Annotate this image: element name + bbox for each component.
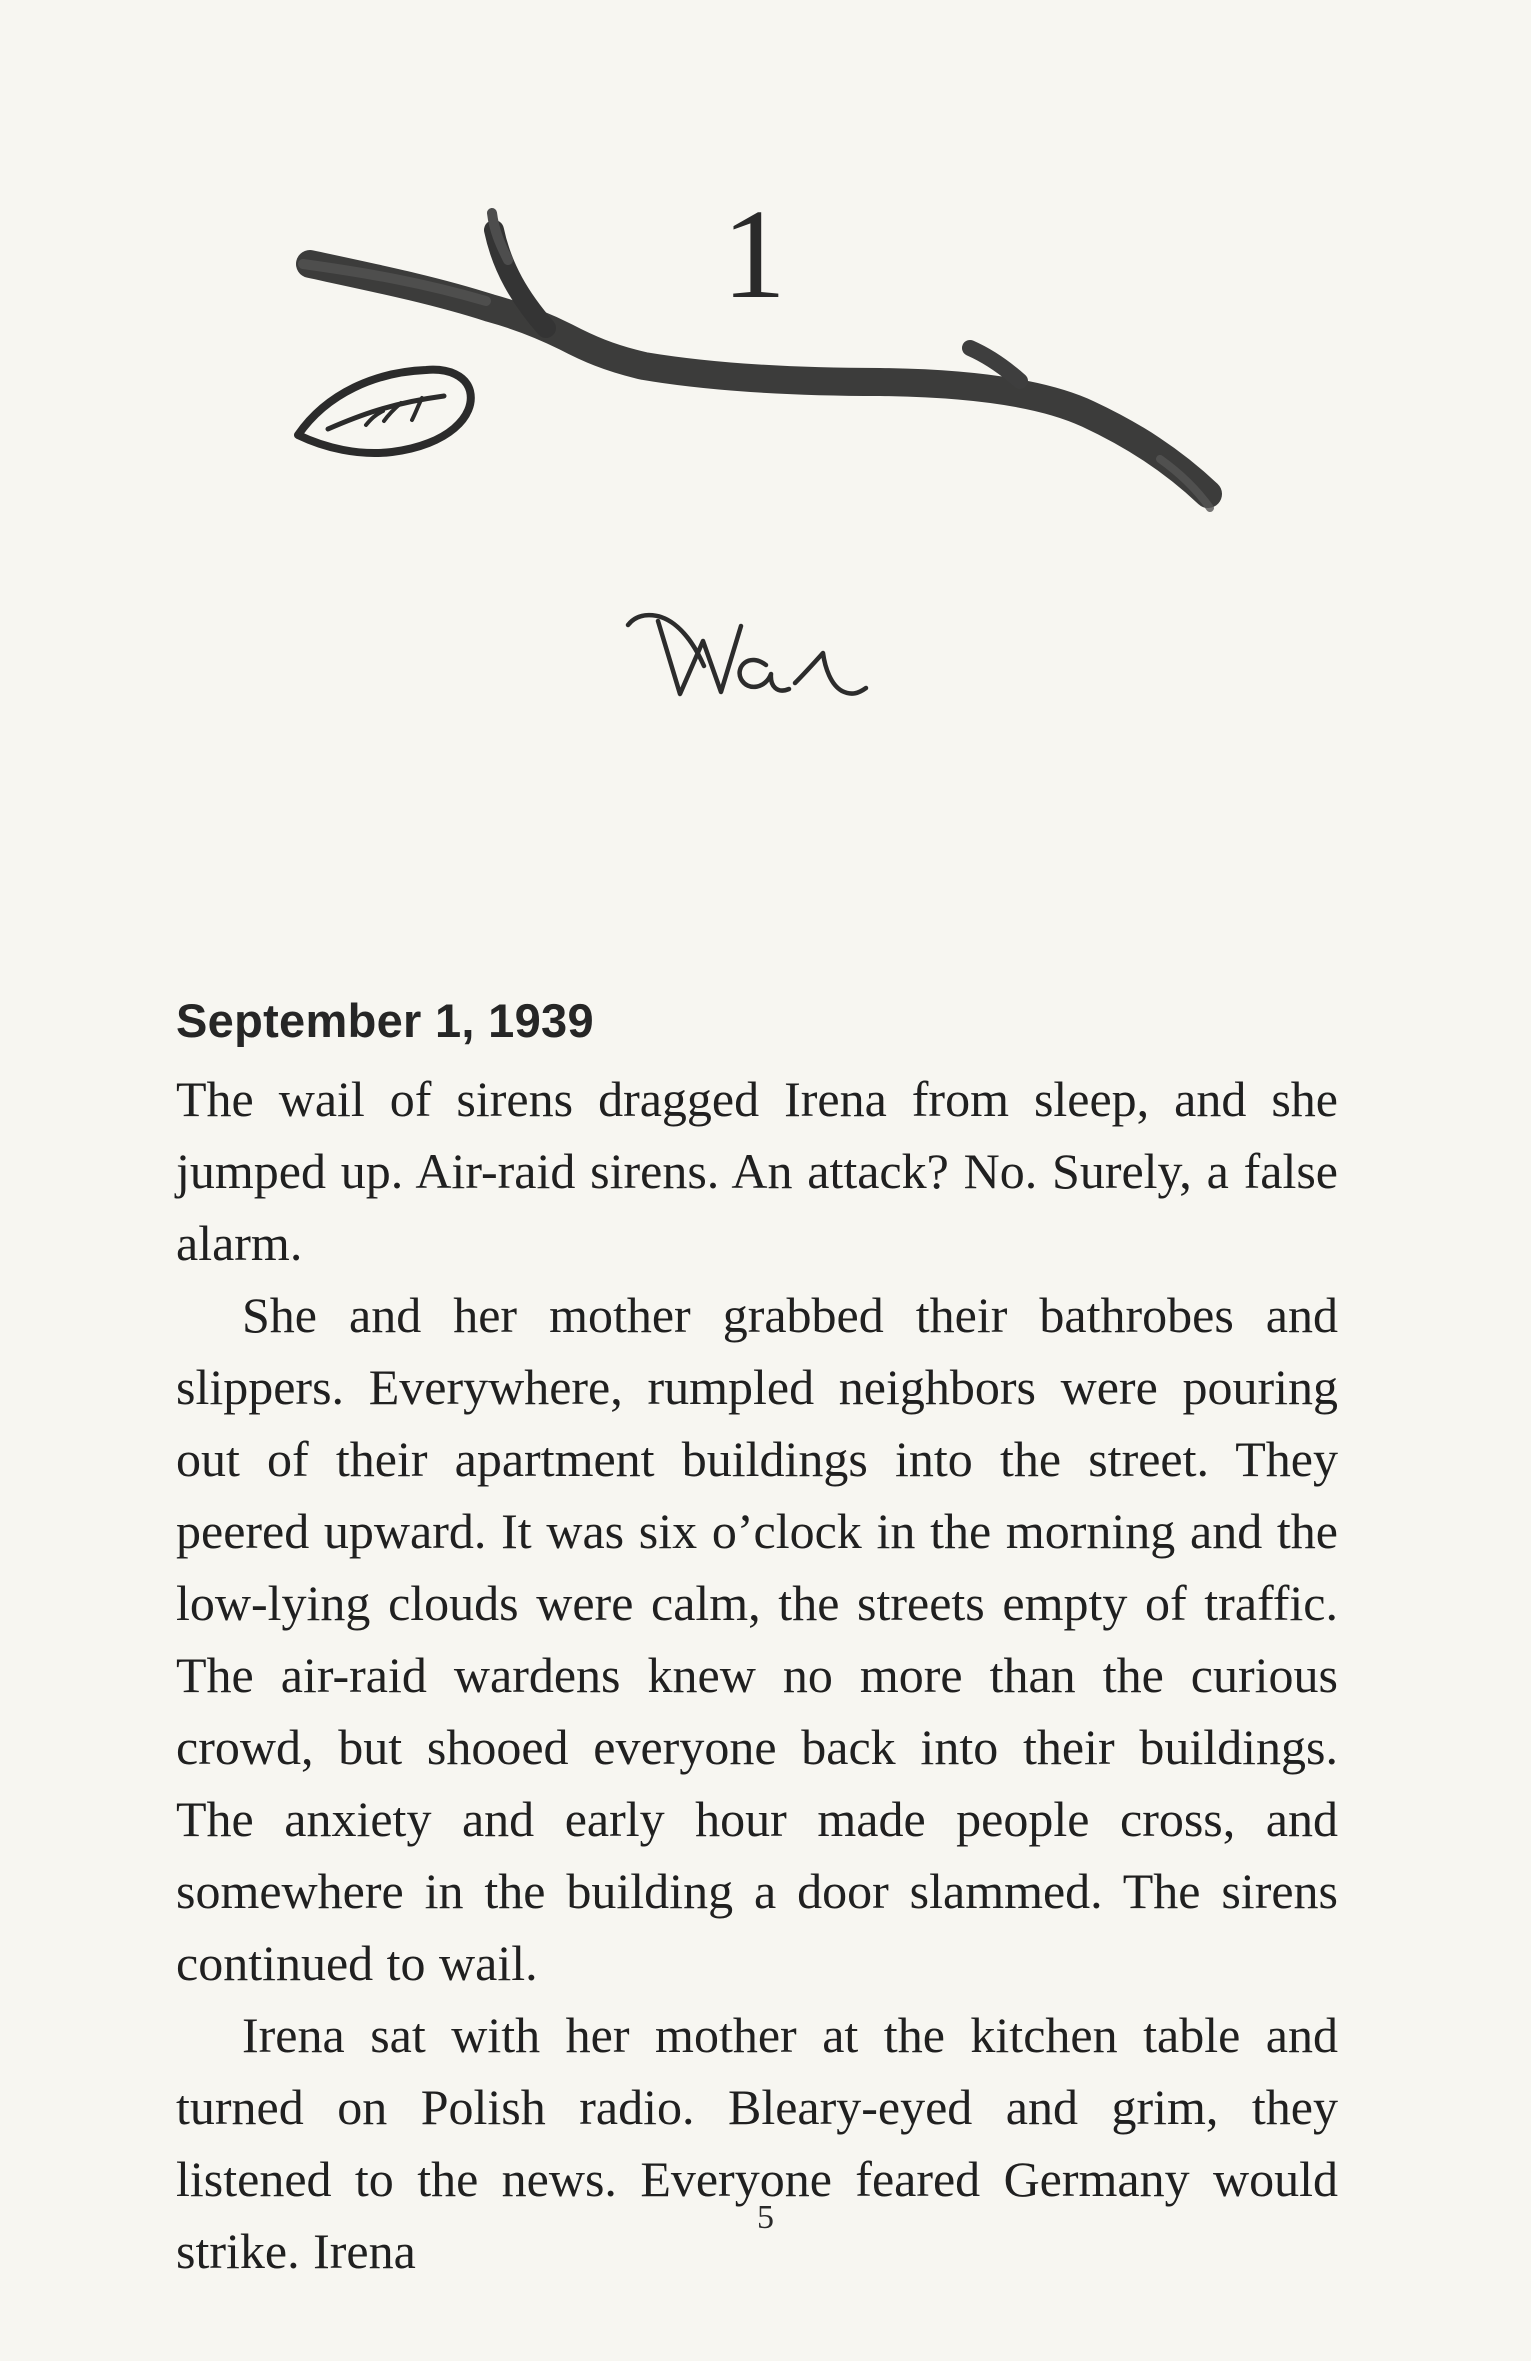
chapter-number: 1 bbox=[722, 183, 786, 325]
paragraph-1: The wail of sirens dragged Irena from sleep, and she jumped up. Air-raid sirens. An attack? No. Surely, a false alarm. bbox=[176, 1070, 1338, 1271]
chapter-title-handwritten bbox=[620, 590, 870, 720]
leaf-icon bbox=[298, 370, 471, 453]
paragraph-3: Irena sat with her mother at the kitchen table and turned on Polish radio. Bleary-eyed and grim, they listened to the news. Everyone feared Germany would strike. Irena bbox=[176, 2006, 1338, 2279]
chapter-text bbox=[176, 995, 1338, 2287]
date-heading: September 1, 1939 bbox=[176, 994, 594, 1047]
paragraph-2: She and her mother grabbed their bathrobes and slippers. Everywhere, rumpled neighbors were pouring out of their apartment buildings into the street. They peered upward. It was six o’clock in the morning and the low-lying clouds were calm, the streets empty of traffic. The air-raid wardens knew no more than the curious crowd, but shooed everyone back into their buildings. The anxiety and early hour made people cross, and somewhere in the building a door slammed. The sirens continued to wail. bbox=[176, 1286, 1338, 1991]
page-number: 5 bbox=[757, 2199, 774, 2236]
